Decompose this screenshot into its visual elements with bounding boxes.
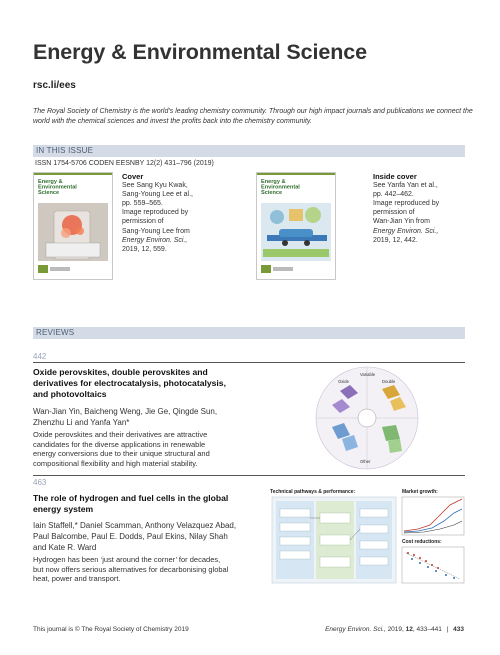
graphic-label: Oxide	[338, 379, 349, 384]
title-line: Oxide perovskites, double perovskites and	[33, 367, 208, 377]
graphic-label: Other	[360, 459, 371, 464]
footer-separator: |	[446, 626, 449, 633]
cover-line: Energy Environ. Sci.,	[373, 227, 439, 235]
abstract-line: heat, power and transport.	[33, 574, 121, 584]
cover-line: See Sang Kyu Kwak,	[122, 182, 188, 190]
footer-pages: , 433–441	[412, 626, 442, 633]
graphic-label: Cost reductions:	[402, 539, 442, 545]
graphic-label: Technical pathways & performance:	[270, 489, 356, 495]
author-line: and Kate R. Ward	[33, 543, 97, 552]
in-this-issue-bar	[33, 145, 465, 157]
author-line: Zhenzhu Li and Yanfa Yan*	[33, 418, 130, 427]
cover-line: pp. 559–565.	[122, 200, 163, 208]
cover-line: Image reproduced by	[122, 209, 189, 217]
abstract-line: but now offers serious alternatives for decarbonising global	[33, 564, 229, 574]
reviews-label: REVIEWS	[36, 328, 75, 337]
article-page-number: 442	[33, 352, 47, 361]
cover-line: pp. 442–462.	[373, 191, 414, 199]
footer-journal: Energy Environ. Sci.,	[325, 626, 386, 633]
article-authors	[33, 520, 273, 553]
intro-text: The Royal Society of Chemistry is the world’s leading chemistry community. Through our high impact journals and publications we connect the world with the chemical sciences and invest the profits back into the chemistry community.	[33, 108, 473, 125]
title-line: energy system	[33, 504, 94, 514]
graphic-label: Double	[382, 379, 396, 384]
cover-line: permission of	[373, 209, 415, 217]
cover-line: 2019, 12, 559.	[122, 245, 167, 253]
footer-citation	[325, 626, 464, 633]
graphic-label: Market growth:	[402, 489, 438, 495]
footer-year: 2019,	[385, 626, 406, 633]
graphic-label: Variable	[360, 372, 376, 377]
journal-url[interactable]: rsc.li/ees	[33, 80, 76, 91]
cover-image	[33, 172, 113, 280]
issn-line: ISSN 1754-5706 CODEN EESNBY 12(2) 431–796 (2019)	[35, 160, 214, 167]
author-line: Paul Balcombe, Paul E. Dodds, Paul Ekins, Nilay Shah	[33, 532, 228, 541]
reviews-bar	[33, 327, 465, 339]
article-authors	[33, 406, 263, 428]
cover-line: Sang-Young Lee from	[122, 227, 190, 235]
cover-journal-name: Energy & Environmental Science	[38, 179, 77, 196]
abstract-line: energy conversions due to their unique structural and	[33, 449, 210, 459]
cover-line: Sang-Young Lee et al.,	[122, 191, 193, 199]
abstract-line: candidates for the diverse applications in renewable	[33, 439, 206, 449]
cover-line: Wan-Jian Yin from	[373, 218, 430, 226]
abstract-line: Hydrogen has been ‘just around the corner’ for decades,	[33, 555, 221, 564]
in-this-issue-label: IN THIS ISSUE	[36, 146, 94, 155]
cover-heading: Cover	[122, 172, 144, 181]
abstract-line: compositional flexibility and high material stability.	[33, 458, 198, 468]
hydrogen-graphic	[268, 485, 468, 585]
article-abstract	[33, 555, 273, 584]
article-page-number: 463	[33, 478, 47, 487]
inside-cover-journal-name: Energy & Environmental Science	[261, 179, 300, 196]
title-line: derivatives for electrocatalysis, photocatalysis,	[33, 378, 226, 388]
article-divider	[33, 475, 465, 476]
cover-line: Image reproduced by	[373, 200, 440, 208]
cover-caption	[122, 172, 212, 254]
inside-cover-caption	[373, 172, 463, 245]
cover-line: Energy Environ. Sci.,	[122, 236, 188, 244]
title-line: and photovoltaics	[33, 389, 107, 399]
page-number: 433	[453, 626, 464, 633]
article-divider	[33, 362, 465, 363]
inside-cover-heading: Inside cover	[373, 172, 417, 181]
article-abstract	[33, 430, 265, 468]
journal-title: Energy & Environmental Science	[33, 40, 367, 64]
perovskite-graphic	[302, 365, 432, 471]
article-title[interactable]	[33, 367, 273, 400]
inside-cover-image	[256, 172, 336, 280]
title-line: The role of hydrogen and fuel cells in the global	[33, 493, 229, 503]
cover-line: permission of	[122, 218, 164, 226]
footer-volume: 12	[405, 626, 413, 633]
abstract-line: Oxide perovskites and their derivatives are attractive	[33, 430, 208, 439]
author-line: Wan-Jian Yin, Baicheng Weng, Jie Ge, Qingde Sun,	[33, 407, 218, 416]
footer-copyright: This journal is © The Royal Society of Chemistry 2019	[33, 626, 189, 633]
cover-line: See Yanfa Yan et al.,	[373, 182, 438, 190]
author-line: Iain Staffell,* Daniel Scamman, Anthony Velazquez Abad,	[33, 521, 237, 530]
article-title[interactable]	[33, 493, 273, 515]
cover-line: 2019, 12, 442.	[373, 236, 418, 244]
